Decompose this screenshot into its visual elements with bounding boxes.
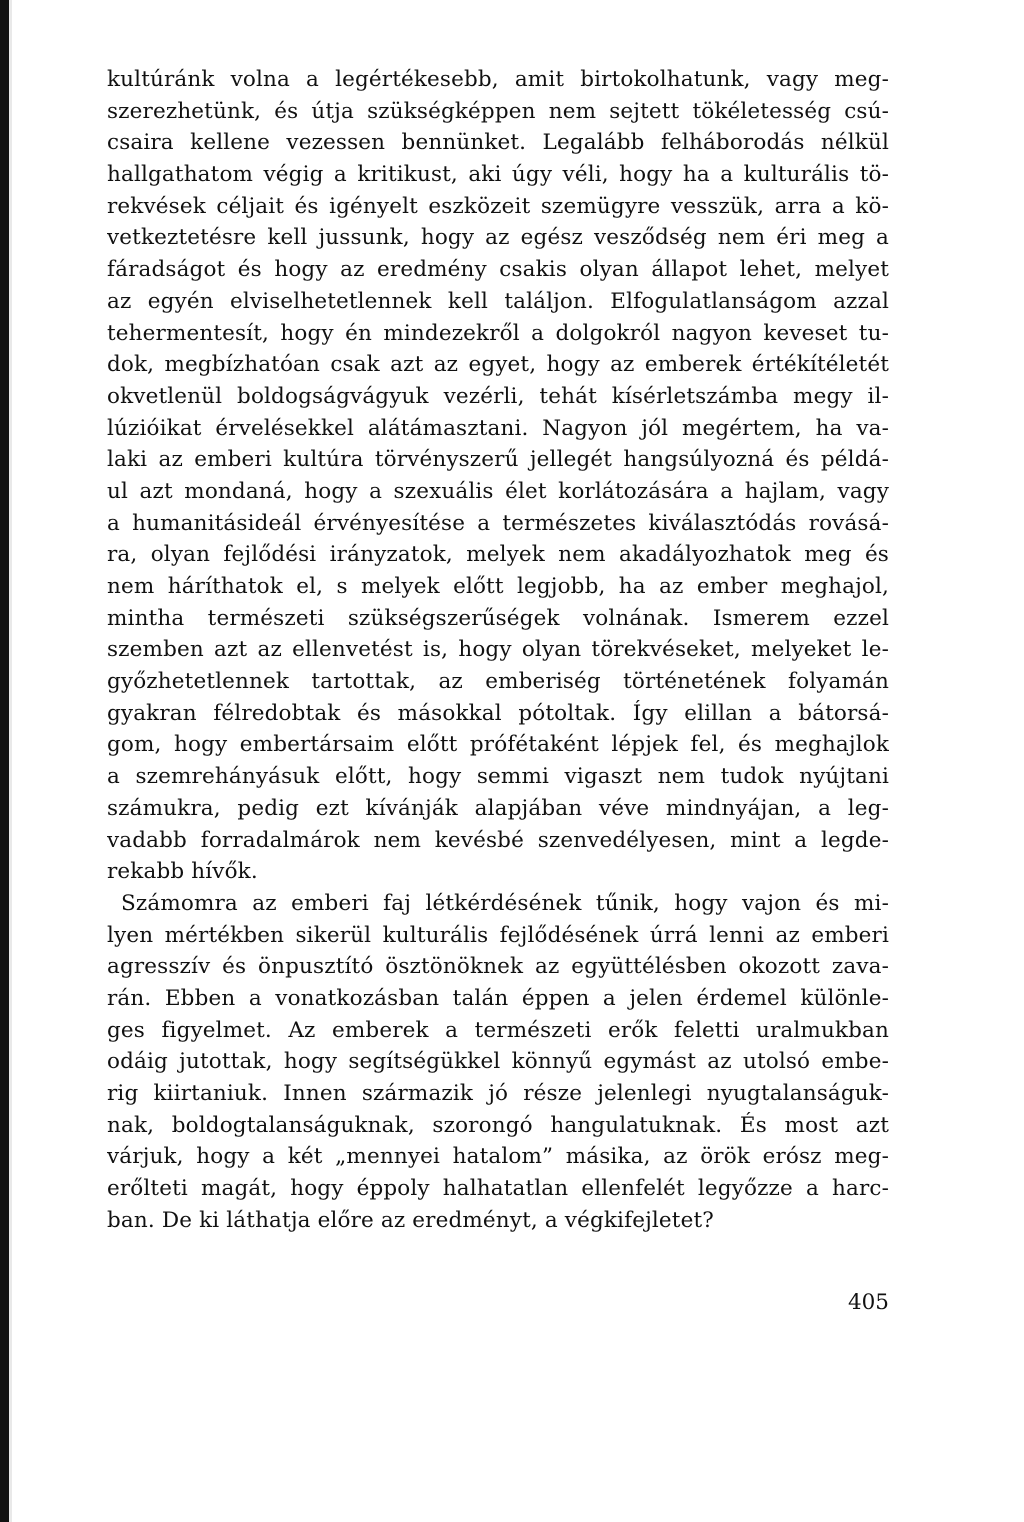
text-line: ul azt mondaná, hogy a szexuális élet korlátozására a hajlam, vagy	[107, 478, 889, 504]
text-line: a humanitásideál érvényesítése a természetes kiválasztódás rovásá-	[107, 510, 889, 536]
text-line: várjuk, hogy a két „mennyei hatalom” másika, az örök erósz meg-	[107, 1144, 889, 1170]
text-line: szerezhetünk, és útja szükségképpen nem sejtett tökéletesség csú-	[107, 98, 889, 124]
text-line: laki az emberi kultúra törvényszerű jellegét hangsúlyozná és példá-	[107, 447, 889, 473]
text-line: ges figyelmet. Az emberek a természeti erők feletti uralmukban	[107, 1017, 889, 1043]
text-line: gyakran félredobtak és másokkal pótoltak. Így elillan a bátorsá-	[107, 700, 889, 726]
body-text	[107, 64, 889, 1236]
text-line: győzhetetlennek tartottak, az emberiség történetének folyamán	[107, 669, 889, 695]
text-line: mintha természeti szükségszerűségek volnának. Ismerem ezzel	[107, 605, 889, 631]
text-line: erőlteti magát, hogy éppoly halhatatlan ellenfelét legyőzze a harc-	[107, 1176, 889, 1202]
text-line: dok, megbízhatóan csak azt az egyet, hogy az emberek értékítéletét	[107, 352, 889, 378]
text-line: lyen mértékben sikerül kulturális fejlődésének úrrá lenni az emberi	[107, 922, 889, 948]
text-line: az egyén elviselhetetlennek kell találjon. Elfogulatlanságom azzal	[107, 288, 889, 314]
text-line: ra, olyan fejlődési irányzatok, melyek nem akadályozhatok meg és	[107, 542, 889, 568]
text-line-paragraph-start: Számomra az emberi faj létkérdésének tűnik, hogy vajon és mi-	[121, 890, 889, 916]
text-line: tehermentesít, hogy én mindezekről a dolgokról nagyon keveset tu-	[107, 320, 889, 346]
text-line: agresszív és önpusztító ösztönöknek az együttélésben okozott zava-	[107, 954, 889, 980]
page-number: 405	[847, 1290, 889, 1315]
text-line: rekvések céljait és igényelt eszközeit szemügyre vesszük, arra a kö-	[107, 193, 889, 219]
text-line: szemben azt az ellenvetést is, hogy olyan törekvéseket, melyeket le-	[107, 637, 889, 663]
text-line: kultúránk volna a legértékesebb, amit birtokolhatunk, vagy meg-	[107, 67, 889, 92]
text-line: odáig jutottak, hogy segítségükkel könnyű egymást az utolsó embe-	[107, 1049, 889, 1075]
text-line: gom, hogy embertársaim előtt prófétaként lépjek fel, és meghajlok	[107, 732, 889, 758]
text-line: csaira kellene vezessen bennünket. Legalább felháborodás nélkül	[107, 130, 889, 156]
text-line: rán. Ebben a vonatkozásban talán éppen a jelen érdemel különle-	[107, 985, 889, 1011]
text-line: nem háríthatok el, s melyek előtt legjobb, ha az ember meghajol,	[107, 574, 889, 599]
text-line: okvetlenül boldogságvágyuk vezérli, tehát kísérletszámba megy il-	[107, 383, 889, 409]
text-line: rig kiirtaniuk. Innen származik jó része jelenlegi nyugtalanságuk-	[107, 1081, 889, 1106]
text-line: vetkeztetésre kell jussunk, hogy az egész vesződség nem éri meg a	[107, 225, 889, 251]
scan-edge-gap	[9, 0, 12, 1522]
text-line-paragraph-end: rekabb hívők.	[107, 859, 258, 885]
text-line: nak, boldogtalanságuknak, szorongó hangulatuknak. És most azt	[107, 1112, 889, 1138]
scan-edge-shadow	[0, 0, 9, 1522]
text-line: a szemrehányásuk előtt, hogy semmi vigaszt nem tudok nyújtani	[107, 764, 889, 790]
text-line: lúzióikat érvelésekkel alátámasztani. Nagyon jól megértem, ha va-	[107, 415, 889, 441]
text-line: fáradságot és hogy az eredmény csakis olyan állapot lehet, melyet	[107, 257, 889, 283]
text-line-paragraph-end: ban. De ki láthatja előre az eredményt, a végkifejletet?	[107, 1207, 714, 1233]
text-line: számukra, pedig ezt kívánják alapjában véve mindnyájan, a leg-	[107, 795, 889, 821]
text-line: hallgathatom végig a kritikust, aki úgy véli, hogy ha a kulturális tö-	[107, 162, 889, 188]
text-line: vadabb forradalmárok nem kevésbé szenvedélyesen, mint a legde-	[107, 827, 889, 853]
